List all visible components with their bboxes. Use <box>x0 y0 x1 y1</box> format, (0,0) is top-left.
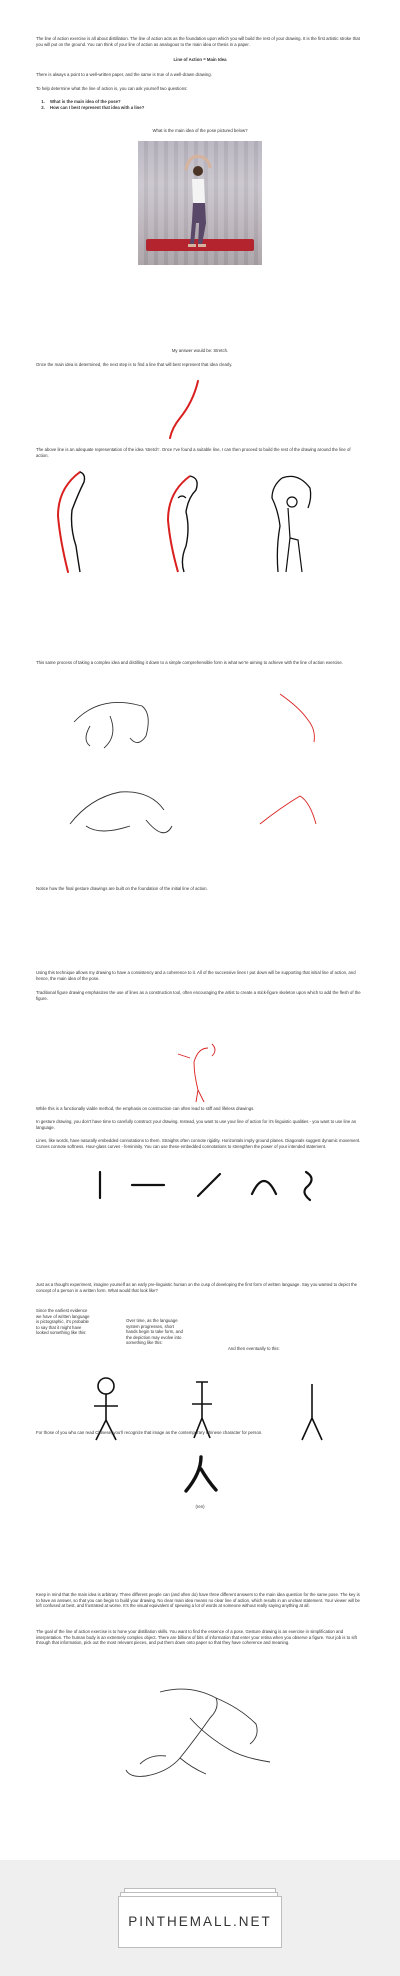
chinese-paragraph: For those of you who can read Chinese, you’ll recognize that image as the contemporary Chinese character for person. <box>36 1430 263 1435</box>
evolution-text-final: And then eventually to this: <box>228 1346 280 1351</box>
thought-paragraph: Just as a thought experiment, imagine yourself as an early pre-linguistic human on the cusp of developing the first form of written language. Say you wanted to depict the concept of a person in a written form. What would that look like? <box>36 1282 358 1293</box>
photo-caption: What is the main idea of the pose pictured below? <box>152 128 248 133</box>
diagonal-line-example <box>198 1174 220 1196</box>
evolution-text-shorthand: Over time, as the language system progresses, short hands begin to take form, and the depiction may evolve into something like this: <box>126 1318 183 1346</box>
while-paragraph: While this is a functionally viable method, the emphasis on construction can often lead to stiff and lifeless drawings. <box>36 1106 255 1111</box>
cjk-caption: (ren) <box>195 1504 205 1509</box>
intro-paragraph: The line of action exercise is all about distillation. The line of action acts as the foundation upon which you will build the rest of your drawing. It is the first artistic stroke that you will put on the ground. You can think of your line of action as analogous to the main idea or thesis in a paper. <box>36 36 360 47</box>
once-paragraph: Once the main idea is determined, the next step is to find a line that will best represent that idea clearly. <box>36 362 233 367</box>
stick-person-head <box>98 1378 114 1394</box>
stretch-line-drawing <box>160 378 220 440</box>
point-paragraph: There is always a point to a well-written paper, and the same is true of a well-drawn drawing. <box>36 72 212 77</box>
stretching-woman-figure <box>138 141 262 265</box>
question-item: 2. How can I best represent that idea with a line? <box>46 105 374 111</box>
stick-figure-construction-drawing <box>168 1040 232 1104</box>
line-connotation-examples <box>90 1168 330 1204</box>
chinese-person-character <box>184 1455 218 1495</box>
pose-photo <box>138 141 262 265</box>
logo-text: PINTHEMALL.NET <box>128 1914 272 1929</box>
question-item: 1. What is the main idea of the pose? <box>46 99 374 105</box>
section-heading: Line of Action = Main Idea <box>173 57 227 62</box>
final-gesture-drawing <box>120 1678 280 1788</box>
answer-text: My answer would be: Stretch. <box>171 348 229 353</box>
above-paragraph: The above line is an adequate representation of the idea ‘stretch’. Once I’ve found a suitable line, I can then proceed to build the rest of the drawing around the line of action. <box>36 447 351 458</box>
gesture-paragraph: In gesture drawing, you don’t have time to carefully construct your drawing. Instead, you want to use your line of action for it’s linguistic qualities - you want to use line as language. <box>36 1119 356 1130</box>
goal-paragraph: The goal of the line of action exercise is to hone your distillation skills. You want to find the essence of a pose. Gesture drawing is an exercise in simplification and interpretation. The human body is an extremely complex object. There are billions of bits of information that enter your retina when you observe a figure. Your job is to sift through that information, pick out the most relevant pieces, and put them down onto paper so that they have coherence and meaning. <box>36 1629 357 1646</box>
person-glyph-evolution <box>36 1368 336 1448</box>
lines-paragraph: Lines, like words, have naturally embedded connotations to them. Straights often connote rigidity. Horizontals imply ground planes. Diagonals suggest dynamic movement. Curves connote softness. Hour-glass curves - femininity. You can use these embedded connotations to strengthen the power of your intended statement. <box>36 1138 361 1149</box>
keep-paragraph: Keep in mind that the main idea is arbitrary. Three different people can (and often do) have three different answers to the main idea question for the same pose. The key is to have an answer, so that you can begin to build your drawing. No clear main idea means no clear line of action, which results in an unclear statement. Your viewer will be left confused at best, and frustrated at worse. It’s the visual equivalent of spewing a lot of words at someone without really saying anything at all. <box>36 1592 360 1609</box>
determine-paragraph: To help determine what the line of action is, you can ask yourself two questions: <box>36 86 188 91</box>
pinthemall-logo[interactable] <box>118 1888 282 1946</box>
evolution-text-pictograph: Since the earliest evidence we have of written language is pictographic, it’s probable to say that it might have looked something like this: <box>36 1308 90 1336</box>
traditional-paragraph: Traditional figure drawing emphasizes the use of lines as a construction tool, often encouraging the artist to create a stick-figure skeleton upon which to add the flesh of the figure. <box>36 990 361 1001</box>
questions-list <box>36 99 374 111</box>
line-to-gesture-sequence <box>40 468 360 576</box>
hourglass-curve-example <box>304 1172 311 1200</box>
notice-paragraph: Notice how the final gesture drawings are built on the foundation of the initial line of action. <box>36 886 208 891</box>
gesture-comparison-drawings <box>60 686 350 856</box>
curve-example <box>252 1181 276 1194</box>
using-paragraph: Using this technique allows my drawing to have a consistency and a coherence to it. All of the successive lines I put down will be supporting that initial line of action, and hence, the main idea of the pose. <box>36 970 356 981</box>
same-process-paragraph: This same process of taking a complex idea and distilling it down to a simple comprehensible form is what we’re aiming to achieve with the line of action exercise. <box>36 660 343 665</box>
